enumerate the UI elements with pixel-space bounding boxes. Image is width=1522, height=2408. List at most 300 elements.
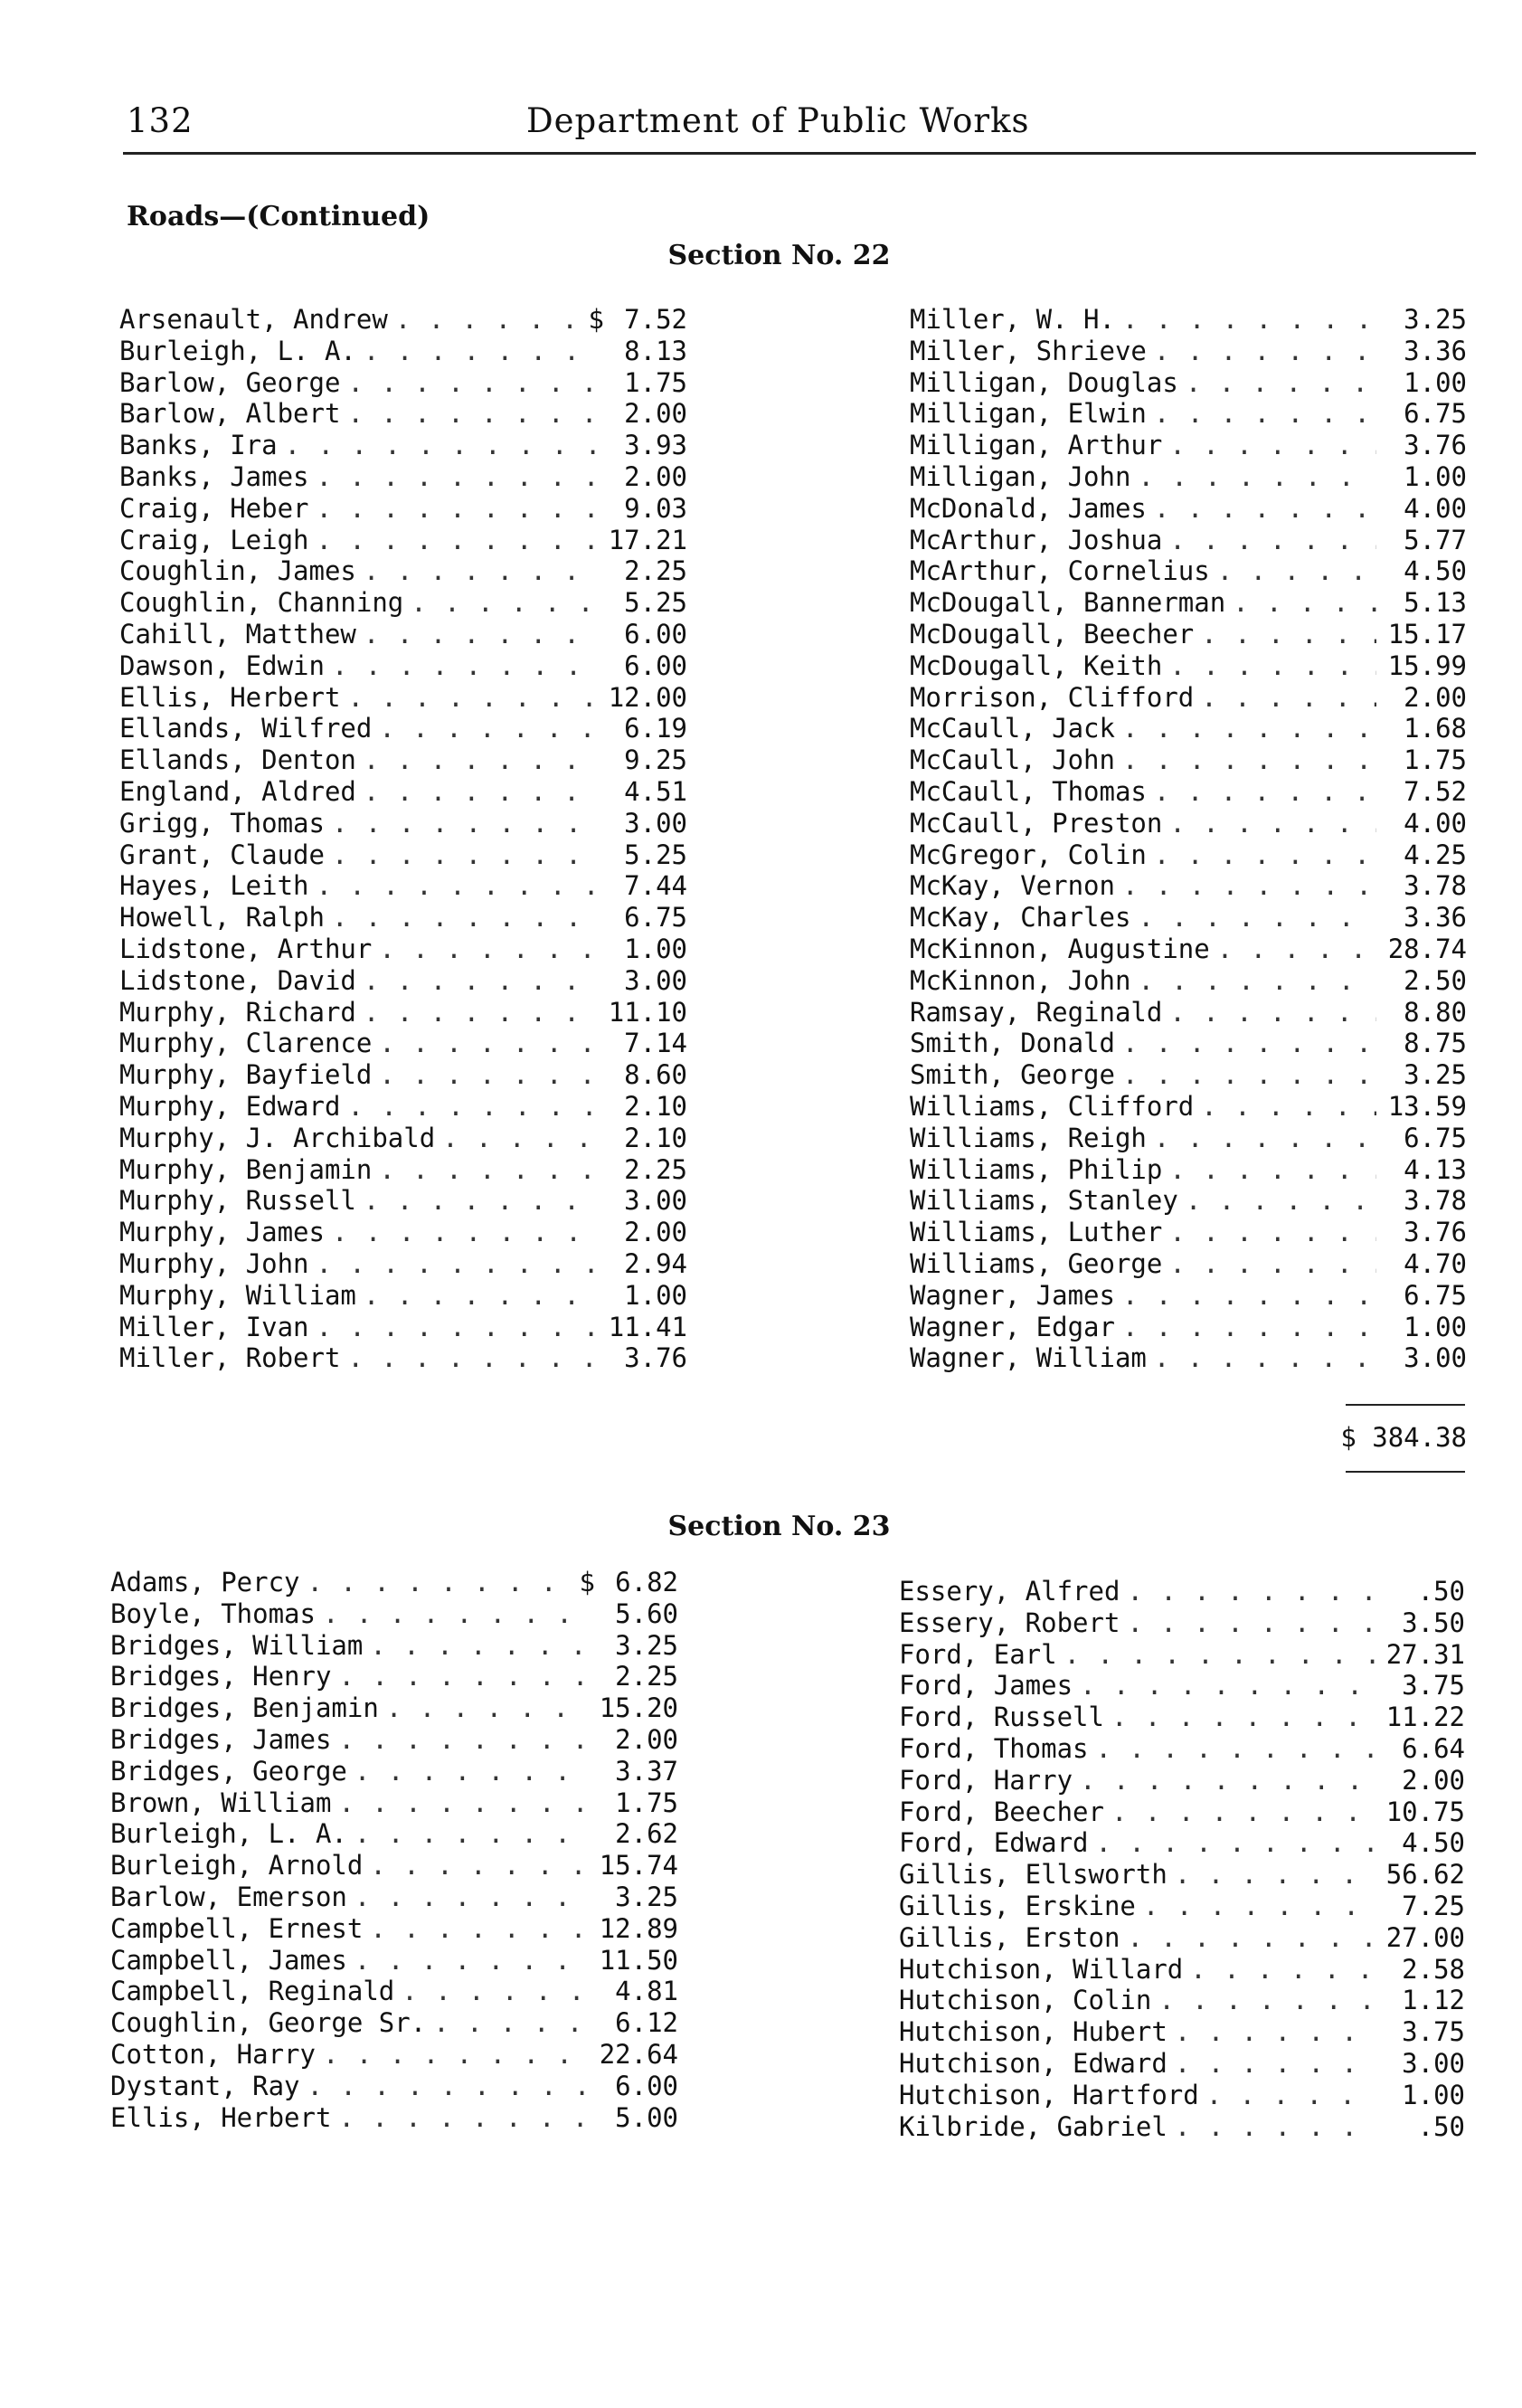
dot-leader: [285, 430, 597, 461]
payee-name: Smith, Donald: [910, 1028, 1115, 1059]
payee-name: Murphy, J. Archibald: [119, 1122, 436, 1153]
amount: 6.00: [615, 2070, 678, 2101]
payee-name: McDonald, James: [910, 492, 1147, 524]
payee-name: Murphy, Russell: [119, 1185, 356, 1217]
dot-leader: [364, 744, 597, 776]
amount: 13.59: [1387, 1090, 1467, 1122]
dot-leader: [1217, 555, 1376, 587]
ledger-row: [119, 1280, 687, 1312]
ledger-row: [119, 1312, 687, 1343]
ledger-row: [899, 1733, 1465, 1765]
amount: 6.75: [624, 902, 687, 934]
dot-leader: [379, 713, 597, 744]
dot-leader: [332, 1217, 597, 1248]
amount: 11.10: [608, 996, 687, 1028]
amount: 7.52: [624, 304, 687, 335]
ledger-row: [899, 1891, 1465, 1922]
amount: 9.25: [624, 744, 687, 776]
dot-leader: [355, 1882, 588, 1913]
total-rule-top: [1346, 1404, 1465, 1406]
payee-name: Grigg, Thomas: [119, 807, 325, 839]
dot-leader: [1127, 1607, 1375, 1639]
dot-leader: [1169, 1248, 1376, 1280]
payee-name: Campbell, Reginald: [110, 1976, 395, 2007]
dot-leader: [1122, 1312, 1376, 1343]
payee-name: Banks, Ira: [119, 430, 278, 461]
ledger-row: [899, 1797, 1465, 1828]
amount: 7.25: [1402, 1890, 1465, 1921]
payee-name: Coughlin, James: [119, 555, 356, 587]
dot-leader: [1186, 1185, 1376, 1217]
ledger-row: [910, 367, 1467, 399]
section-title: Section No. 23: [667, 1511, 891, 1542]
ledger-row: [119, 1028, 687, 1059]
ledger-row: [910, 808, 1467, 839]
amount: 2.50: [1404, 964, 1467, 996]
dot-leader: [1169, 430, 1376, 461]
payee-name: Ford, Earl: [899, 1638, 1057, 1670]
ledger-row: [899, 1954, 1465, 1986]
amount: 1.00: [1404, 366, 1467, 398]
ledger-row: [910, 304, 1467, 336]
payee-name: Essery, Robert: [899, 1607, 1120, 1638]
amount: 3.00: [624, 1185, 687, 1217]
dot-leader: [364, 336, 597, 367]
payee-name: Wagner, William: [910, 1342, 1147, 1374]
amount: 1.68: [1404, 713, 1467, 744]
amount: 11.41: [608, 1311, 687, 1342]
ledger-row: [119, 367, 687, 399]
amount: 2.25: [615, 1661, 678, 1692]
continued-label: Roads—(Continued): [127, 201, 430, 232]
ledger-row: [910, 619, 1467, 650]
dot-leader: [379, 1059, 597, 1091]
payee-name: Smith, George: [910, 1059, 1115, 1091]
ledger-row: [899, 2080, 1465, 2111]
amount: 9.03: [624, 492, 687, 524]
payee-name: Ford, Beecher: [899, 1796, 1104, 1827]
dot-leader: [1122, 713, 1376, 744]
amount: 6.75: [1404, 1122, 1467, 1153]
dot-leader: [1127, 1922, 1375, 1954]
payee-name: Murphy, Clarence: [119, 1028, 373, 1059]
dot-leader: [1143, 1891, 1375, 1922]
payee-name: Lidstone, David: [119, 964, 356, 996]
payee-name: McArthur, Cornelius: [910, 555, 1210, 587]
ledger-row: [910, 1217, 1467, 1248]
ledger-row: [910, 997, 1467, 1029]
ledger-row: [899, 2016, 1465, 2048]
dot-leader: [1122, 744, 1376, 776]
amount: 3.00: [1404, 1342, 1467, 1374]
payee-name: Miller, Ivan: [119, 1311, 309, 1342]
amount: 3.76: [1404, 430, 1467, 461]
dot-leader: [347, 367, 597, 399]
payee-name: Arsenault, Andrew: [119, 304, 388, 335]
section-22-total: $ 384.38: [1340, 1422, 1467, 1453]
payee-name: Essery, Alfred: [899, 1576, 1120, 1607]
ledger-row: [119, 525, 687, 556]
payee-name: Wagner, Edgar: [910, 1311, 1115, 1342]
dot-leader: [307, 1567, 572, 1598]
payee-name: Gillis, Ellsworth: [899, 1859, 1167, 1891]
ledger-row: [910, 650, 1467, 682]
amount: 5.60: [615, 1597, 678, 1629]
payee-name: Campbell, Ernest: [110, 1912, 364, 1944]
payee-name: Williams, Stanley: [910, 1185, 1178, 1217]
ledger-row: [910, 1028, 1467, 1059]
amount: 1.00: [1404, 1311, 1467, 1342]
payee-name: Dawson, Edwin: [119, 649, 325, 681]
dot-leader: [1080, 1670, 1375, 1702]
dot-leader: [1175, 1859, 1375, 1891]
payee-name: Kilbride, Gabriel: [899, 2110, 1167, 2142]
dot-leader: [1122, 304, 1376, 336]
ledger-row: [119, 398, 687, 430]
amount: 2.94: [624, 1247, 687, 1279]
dot-leader: [364, 776, 597, 808]
payee-name: Campbell, James: [110, 1944, 347, 1976]
ledger-row: [119, 619, 687, 650]
ledger-row: [119, 934, 687, 965]
amount: 27.31: [1385, 1638, 1465, 1670]
dot-leader: [1096, 1827, 1375, 1859]
amount: 12.89: [599, 1912, 678, 1944]
amount: 15.17: [1387, 618, 1467, 649]
payee-name: Grant, Claude: [119, 839, 325, 870]
dot-leader: [347, 398, 597, 430]
amount: 5.77: [1404, 524, 1467, 555]
amount: 12.00: [608, 681, 687, 713]
section-22-right-column: [910, 304, 1467, 1374]
ledger-row: [110, 1850, 678, 1882]
ledger-row: [910, 870, 1467, 902]
payee-name: Hutchison, Willard: [899, 1953, 1184, 1985]
amount: 28.74: [1387, 933, 1467, 964]
ledger-row: [899, 1607, 1465, 1639]
payee-name: Ford, James: [899, 1670, 1073, 1702]
amount: 4.50: [1404, 555, 1467, 587]
ledger-row: [110, 1945, 678, 1977]
dot-leader: [364, 619, 597, 650]
ledger-row: [910, 555, 1467, 587]
ledger-row: [119, 304, 687, 336]
payee-name: Bridges, George: [110, 1755, 347, 1787]
payee-name: Ellands, Denton: [119, 744, 356, 776]
ledger-row: [110, 2007, 678, 2039]
ledger-row: [119, 870, 687, 902]
dot-leader: [364, 965, 597, 997]
payee-name: Burleigh, L. A.: [119, 335, 356, 366]
ledger-row: [110, 1567, 678, 1598]
dot-leader: [379, 1154, 597, 1186]
dot-leader: [386, 1692, 588, 1724]
dot-leader: [317, 525, 597, 556]
amount: 17.21: [608, 524, 687, 555]
payee-name: Williams, Reigh: [910, 1122, 1147, 1153]
dot-leader: [1096, 1733, 1375, 1765]
ledger-row: [119, 493, 687, 525]
amount: 4.25: [1404, 839, 1467, 870]
payee-name: Hutchison, Hartford: [899, 2079, 1199, 2110]
ledger-row: [910, 461, 1467, 493]
dot-leader: [338, 2102, 588, 2134]
dot-leader: [1138, 902, 1376, 934]
amount: 6.82: [615, 1567, 678, 1597]
amount: 8.75: [1404, 1028, 1467, 1059]
ledger-row: [119, 587, 687, 619]
payee-name: Wagner, James: [910, 1279, 1115, 1311]
dot-leader: [347, 1091, 597, 1123]
ledger-row: [119, 1091, 687, 1123]
ledger-row: [899, 1859, 1465, 1891]
dot-leader: [1154, 1342, 1376, 1374]
payee-name: McKay, Charles: [910, 902, 1131, 934]
dot-leader: [370, 1850, 588, 1882]
amount: 1.00: [624, 933, 687, 964]
payee-name: Banks, James: [119, 460, 309, 492]
payee-name: Cahill, Matthew: [119, 618, 356, 649]
payee-name: McDougall, Keith: [910, 649, 1163, 681]
ledger-row: [119, 1248, 687, 1280]
dot-leader: [1206, 2080, 1375, 2111]
payee-name: Gillis, Erston: [899, 1921, 1120, 1953]
ledger-row: [119, 650, 687, 682]
payee-name: Murphy, John: [119, 1247, 309, 1279]
payee-name: McKay, Vernon: [910, 870, 1115, 902]
amount: 56.62: [1385, 1859, 1465, 1891]
ledger-row: [119, 1217, 687, 1248]
dot-leader: [1201, 1091, 1376, 1123]
amount: 8.13: [624, 335, 687, 366]
dot-leader: [1154, 776, 1376, 808]
ledger-row: [119, 776, 687, 808]
amount: 3.00: [624, 964, 687, 996]
payee-name: Miller, Robert: [119, 1342, 341, 1374]
dot-leader: [317, 870, 597, 902]
dot-leader: [379, 1028, 597, 1059]
ledger-row: [910, 430, 1467, 461]
dot-leader: [1122, 1028, 1376, 1059]
dot-leader: [1154, 839, 1376, 871]
dot-leader: [1217, 934, 1376, 965]
ledger-row: [110, 1882, 678, 1913]
dot-leader: [1154, 493, 1376, 525]
amount: 4.13: [1404, 1153, 1467, 1185]
dot-leader: [1158, 1985, 1375, 2016]
amount: 22.64: [599, 2038, 678, 2070]
payee-name: Murphy, Bayfield: [119, 1059, 373, 1091]
amount: 3.78: [1404, 1185, 1467, 1217]
amount: 4.51: [624, 775, 687, 807]
ledger-row: [899, 1985, 1465, 2016]
amount: 1.12: [1402, 1985, 1465, 2016]
payee-name: Milligan, Elwin: [910, 398, 1147, 430]
amount: 2.00: [624, 398, 687, 430]
amount: 2.25: [624, 555, 687, 587]
dot-leader: [347, 682, 597, 714]
ledger-row: [910, 1091, 1467, 1123]
section-23-left-column: [110, 1567, 678, 2133]
dot-leader: [1080, 1765, 1375, 1797]
amount: 6.12: [615, 2007, 678, 2039]
payee-name: Ellands, Wilfred: [119, 713, 373, 744]
dot-leader: [402, 1976, 588, 2007]
amount: 3.93: [624, 430, 687, 461]
amount: 5.25: [624, 587, 687, 619]
payee-name: Ford, Edward: [899, 1827, 1089, 1859]
payee-name: Barlow, George: [119, 366, 341, 398]
payee-name: Hutchison, Edward: [899, 2047, 1167, 2079]
ledger-row: [910, 1248, 1467, 1280]
amount: 27.00: [1385, 1921, 1465, 1953]
page-number: 132: [127, 101, 194, 140]
dot-leader: [1169, 1154, 1376, 1186]
dot-leader: [370, 1913, 588, 1945]
amount: 2.62: [615, 1818, 678, 1850]
payee-name: McArthur, Joshua: [910, 524, 1163, 555]
amount: 3.25: [615, 1881, 678, 1912]
dot-leader: [332, 839, 597, 871]
dot-leader: [1169, 808, 1376, 839]
amount: 10.75: [1385, 1796, 1465, 1827]
ledger-row: [910, 1123, 1467, 1154]
payee-name: McKinnon, Augustine: [910, 933, 1210, 964]
dot-leader: [1175, 2111, 1375, 2143]
payee-name: Murphy, Edward: [119, 1090, 341, 1122]
dot-leader: [338, 1724, 588, 1756]
dot-leader: [307, 2071, 588, 2102]
amount: 6.75: [1404, 398, 1467, 430]
dot-leader: [347, 1342, 597, 1374]
payee-name: Milligan, Arthur: [910, 430, 1163, 461]
dot-leader: [1154, 336, 1376, 367]
dot-leader: [1169, 650, 1376, 682]
amount: 3.75: [1402, 1670, 1465, 1702]
payee-name: Williams, Luther: [910, 1217, 1163, 1248]
ledger-row: [899, 1922, 1465, 1954]
payee-name: Hayes, Leith: [119, 870, 309, 902]
payee-name: McGregor, Colin: [910, 839, 1147, 870]
dot-leader: [1111, 1702, 1375, 1733]
ledger-row: [910, 839, 1467, 871]
dot-leader: [1175, 2048, 1375, 2080]
amount: 1.75: [1404, 744, 1467, 776]
dot-leader: [1154, 1123, 1376, 1154]
dot-leader: [317, 493, 597, 525]
dot-leader: [323, 1598, 588, 1630]
dot-leader: [355, 1945, 588, 1977]
dot-leader: [1190, 1954, 1375, 1986]
amount: 3.78: [1404, 870, 1467, 902]
amount: 8.60: [624, 1059, 687, 1091]
ledger-row: [119, 461, 687, 493]
amount: 8.80: [1404, 996, 1467, 1028]
amount: 4.70: [1404, 1247, 1467, 1279]
dot-leader: [1175, 2016, 1375, 2048]
dot-leader: [332, 808, 597, 839]
amount: 4.00: [1404, 807, 1467, 839]
amount: 3.36: [1404, 335, 1467, 366]
dollar-sign: $: [579, 1567, 595, 1597]
amount: 3.37: [615, 1755, 678, 1787]
amount: 11.22: [1385, 1702, 1465, 1733]
dot-leader: [1186, 367, 1376, 399]
amount: 11.50: [599, 1944, 678, 1976]
amount: 3.25: [1404, 304, 1467, 335]
dot-leader: [332, 902, 597, 934]
ledger-row: [119, 336, 687, 367]
amount: 15.74: [599, 1850, 678, 1882]
ledger-row: [110, 2071, 678, 2102]
amount: 15.20: [599, 1692, 678, 1724]
payee-name: Miller, Shrieve: [910, 335, 1147, 366]
amount: 3.00: [1402, 2047, 1465, 2079]
header-rule: [123, 152, 1476, 155]
ledger-row: [910, 902, 1467, 934]
ledger-row: [119, 902, 687, 934]
amount: 3.75: [1402, 2016, 1465, 2048]
payee-name: McCaull, Jack: [910, 713, 1115, 744]
ledger-row: [899, 1670, 1465, 1702]
payee-name: Murphy, William: [119, 1279, 356, 1311]
dot-leader: [355, 1818, 588, 1850]
amount: 6.00: [624, 649, 687, 681]
total-rule-bottom: [1346, 1471, 1465, 1473]
payee-name: Ellis, Herbert: [119, 681, 341, 713]
ledger-row: [110, 2039, 678, 2071]
ledger-row: [910, 1342, 1467, 1374]
payee-name: Morrison, Clifford: [910, 681, 1195, 713]
ledger-row: [910, 493, 1467, 525]
amount: 6.00: [624, 618, 687, 649]
dot-leader: [364, 997, 597, 1029]
payee-name: Brown, William: [110, 1787, 332, 1818]
payee-name: McKinnon, John: [910, 964, 1131, 996]
amount: 1.00: [1404, 460, 1467, 492]
payee-name: Craig, Heber: [119, 492, 309, 524]
dot-leader: [1201, 682, 1376, 714]
ledger-row: [910, 934, 1467, 965]
payee-name: Murphy, James: [119, 1217, 325, 1248]
payee-name: Burleigh, L. A.: [110, 1818, 347, 1850]
ledger-row: [910, 398, 1467, 430]
dot-leader: [1122, 870, 1376, 902]
dot-leader: [1138, 965, 1376, 997]
dot-leader: [1154, 398, 1376, 430]
ledger-row: [910, 1185, 1467, 1217]
section-23-right-column: [899, 1576, 1465, 2142]
ledger-row: [910, 587, 1467, 619]
ledger-row: [119, 744, 687, 776]
amount: 3.25: [615, 1629, 678, 1661]
dot-leader: [317, 1312, 597, 1343]
payee-name: Bridges, William: [110, 1629, 364, 1661]
dot-leader: [338, 1661, 588, 1692]
payee-name: Howell, Ralph: [119, 902, 325, 934]
payee-name: McDougall, Beecher: [910, 618, 1195, 649]
dot-leader: [1233, 587, 1376, 619]
ledger-row: [110, 1724, 678, 1756]
ledger-row: [910, 1312, 1467, 1343]
amount: 5.00: [615, 2101, 678, 2133]
ledger-row: [119, 839, 687, 871]
dot-leader: [442, 1123, 597, 1154]
amount: .50: [1417, 1576, 1465, 1607]
amount: 3.00: [624, 807, 687, 839]
dot-leader: [338, 1787, 588, 1819]
amount: 7.14: [624, 1028, 687, 1059]
